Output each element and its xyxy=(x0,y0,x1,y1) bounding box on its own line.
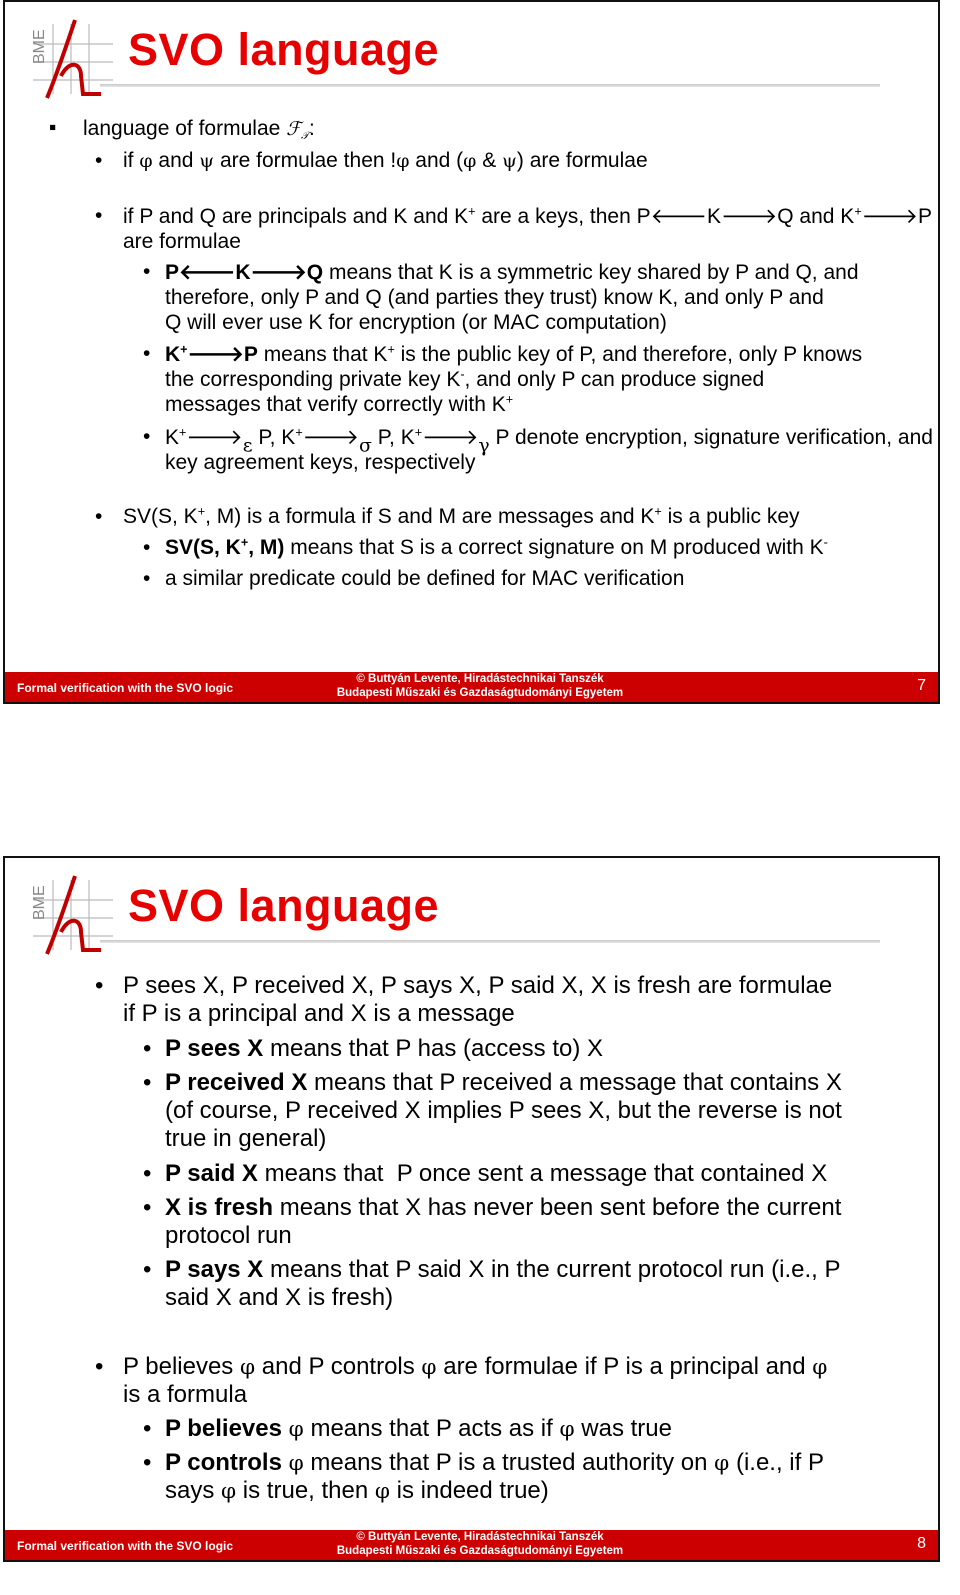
bullet-text: P believes φ means that P acts as if φ was true xyxy=(165,1415,672,1442)
page-number: 8 xyxy=(917,1535,926,1552)
title-rule xyxy=(100,940,880,943)
page-number: 7 xyxy=(917,677,926,694)
bullet-text: P said X means that P once sent a message that contained X xyxy=(165,1160,828,1187)
bullet-text: P sees X, P received X, P says X, P said X, X is fresh are formulae xyxy=(123,972,833,999)
bullet-text: $K^+🡒_\varepsilon$ P, $K^+🡒_\sigma$ P, $K^+🡒_\gamma$ P denote encryption, signature verification, and xyxy=(165,425,933,457)
slide-7: BME SVO language ▪ language of formulae ℱ$_𝒯$: • if φ and ψ are formulae then !φ and (φ & ψ) are formulae • if P and Q are principals and K and K+ are a keys, then P🡐K🡒Q and K+🡒P are formulae • P🡐K🡒Q means that K is a symmetric key shared by P and Q, and therefore, only P and Q (and parties they trust) know K, and only P and Q will ever use K for encryption (or MAC computation) • K+🡒P means that K+ is the public key of P, and therefore, only P knows the corresponding private key K-, and only P can produce signed messages that verify correctly with K+ • $K^+🡒_\varepsilon$ P, $K^+🡒_\sigma$ P, $K^+🡒_\gamma$ P denote encryption, signature verification, and key agreement keys, respectively • SV(S, K+, M) is a formula if S and M are messages and K+ is a public key • SV(S, K+, M) means that S is a correct signature on M produced with K- • a similar predicate could be defined for MAC verification Formal verification with the SVO logic © Buttyán Levente, Hiradástechnikai Tanszék Budapesti Műszaki és Gazdaságtudományi Egyetem 7 xyxy=(3,0,940,704)
footer-center: © Buttyán Levente, Hiradástechnikai Tanszék Budapesti Műszaki és Gazdaságtudományi Egyetem xyxy=(336,1531,624,1557)
bullet-text: P controls φ means that P is a trusted authority on φ (i.e., if P xyxy=(165,1449,824,1476)
svg-text:BME: BME xyxy=(31,885,48,920)
title-rule xyxy=(100,84,880,87)
bullet-text: language of formulae ℱ$_𝒯$: xyxy=(83,117,315,143)
bullet-text: P says X means that P said X in the current protocol run (i.e., P xyxy=(165,1256,841,1283)
bullet-text: if P and Q are principals and K and K+ are a keys, then P🡐K🡒Q and K+🡒P xyxy=(123,204,932,228)
footer-left: Formal verification with the SVO logic xyxy=(17,1539,234,1553)
svg-text:BME: BME xyxy=(31,29,48,64)
bullet-text: P received X means that P received a message that contains X xyxy=(165,1069,842,1096)
bullet-text: SV(S, K+, M) is a formula if S and M are messages and K+ is a public key xyxy=(123,504,800,528)
bme-logo xyxy=(23,14,115,100)
slide-footer xyxy=(5,672,938,702)
bullet-text: P🡐K🡒Q means that K is a symmetric key shared by P and Q, and xyxy=(165,261,859,284)
footer-left: Formal verification with the SVO logic xyxy=(17,681,234,695)
bullet-text: if φ and ψ are formulae then !φ and (φ & ψ) are formulae xyxy=(123,149,648,172)
slide-8: BME SVO language • P sees X, P received X, P says X, P said X, X is fresh are formulae if P is a principal and X is a message • P sees X means that P has (access to) X • P received X means that P received a message that contains X (of course, P received X implies P sees X, but the reverse is not true in general) • P said X means that P once sent a message that contained X • X is fresh means that X has never been sent before the current protocol run • P says X means that P said X in the current protocol run (i.e., P said X and X is fresh) • P believes φ and P controls φ are formulae if P is a principal and φ is a formula • P believes φ means that P acts as if φ was true • P controls φ means that P is a trusted authority on φ (i.e., if P says φ is true, then φ is indeed true) Formal verification with the SVO logic © Buttyán Levente, Hiradástechnikai Tanszék Budapesti Műszaki és Gazdaságtudományi Egyetem 8 xyxy=(3,856,940,1562)
bullet-text: SV(S, K+, M) means that S is a correct signature on M produced with K- xyxy=(165,535,828,559)
slide-title: SVO language xyxy=(128,24,440,75)
slide-title: SVO language xyxy=(128,880,440,931)
slide-footer xyxy=(5,1530,938,1560)
bullet-text: a similar predicate could be defined for MAC verification xyxy=(165,567,685,590)
square-bullet: ▪ xyxy=(49,116,57,139)
bullet-text: K+🡒P means that K+ is the public key of P, and therefore, only P knows xyxy=(165,342,863,366)
bullet-text: P sees X means that P has (access to) X xyxy=(165,1035,604,1062)
bme-logo xyxy=(23,870,115,956)
bullet-text: P believes φ and P controls φ are formulae if P is a principal and φ xyxy=(123,1353,828,1380)
bullet-text: X is fresh means that X has never been sent before the current xyxy=(165,1194,842,1221)
footer-center: © Buttyán Levente, Hiradástechnikai Tanszék Budapesti Műszaki és Gazdaságtudományi Egyetem xyxy=(336,673,624,699)
bullet-text: are formulae xyxy=(123,230,241,253)
